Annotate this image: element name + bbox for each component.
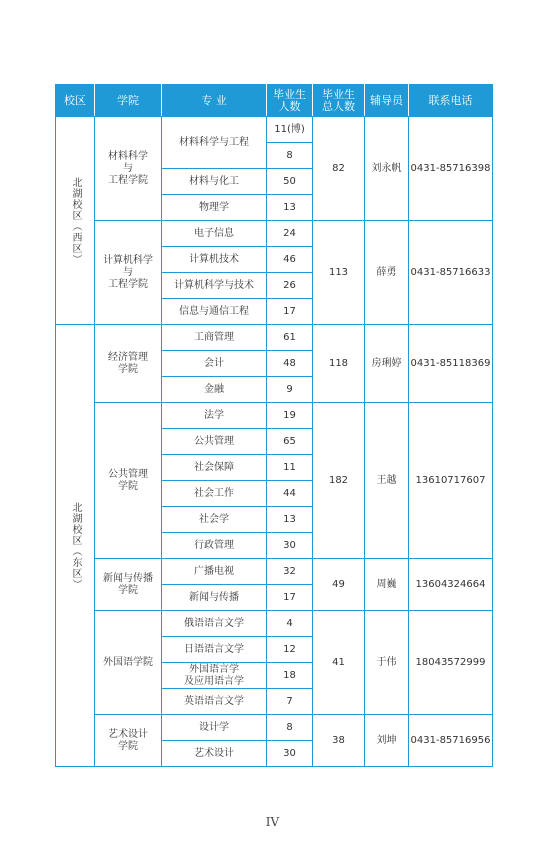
major-name: 外国语言学 及应用语言学 — [162, 663, 267, 689]
major-grads: 13 — [267, 195, 313, 221]
campus-east: 北湖校区（东区） — [56, 325, 95, 767]
major-grads: 13 — [267, 507, 313, 533]
major-grads: 11 — [267, 455, 313, 481]
major-grads: 7 — [267, 689, 313, 715]
graduates-table — [55, 84, 493, 767]
college-name: 新闻与传播 学院 — [95, 559, 162, 611]
major-name: 广播电视 — [162, 559, 267, 585]
major-name: 俄语语言文学 — [162, 611, 267, 637]
major-name: 社会学 — [162, 507, 267, 533]
college-total: 113 — [313, 221, 365, 325]
college-phone: 0431-85716398 — [409, 117, 493, 221]
college-phone: 13610717607 — [409, 403, 493, 559]
major-grads: 18 — [267, 663, 313, 689]
table-row — [56, 611, 493, 637]
major-grads: 30 — [267, 741, 313, 767]
college-total: 182 — [313, 403, 365, 559]
major-grads: 8 — [267, 715, 313, 741]
college-advisor: 王越 — [365, 403, 409, 559]
major-grads: 9 — [267, 377, 313, 403]
major-grads: 12 — [267, 637, 313, 663]
major-name: 会计 — [162, 351, 267, 377]
table-row — [56, 715, 493, 741]
major-name: 公共管理 — [162, 429, 267, 455]
header-phone: 联系电话 — [409, 85, 493, 117]
major-grads: 65 — [267, 429, 313, 455]
major-grads: 30 — [267, 533, 313, 559]
college-advisor: 刘永帆 — [365, 117, 409, 221]
major-name: 工商管理 — [162, 325, 267, 351]
major-name: 信息与通信工程 — [162, 299, 267, 325]
major-name: 电子信息 — [162, 221, 267, 247]
college-total: 38 — [313, 715, 365, 767]
page-number: IV — [265, 815, 280, 829]
college-name: 外国语学院 — [95, 611, 162, 715]
major-grads: 50 — [267, 169, 313, 195]
major-name: 新闻与传播 — [162, 585, 267, 611]
major-name: 金融 — [162, 377, 267, 403]
major-grads: 11(博) — [267, 117, 313, 143]
major-grads: 19 — [267, 403, 313, 429]
major-grads: 8 — [267, 143, 313, 169]
college-total: 49 — [313, 559, 365, 611]
table-row — [56, 325, 493, 351]
major-name: 法学 — [162, 403, 267, 429]
major-name: 材料与化工 — [162, 169, 267, 195]
college-total: 118 — [313, 325, 365, 403]
major-grads: 46 — [267, 247, 313, 273]
table-row — [56, 221, 493, 247]
major-grads: 26 — [267, 273, 313, 299]
major-grads: 4 — [267, 611, 313, 637]
table-row — [56, 559, 493, 585]
major-grads: 61 — [267, 325, 313, 351]
header-grads: 毕业生 人数 — [267, 85, 313, 117]
major-grads: 48 — [267, 351, 313, 377]
major-name: 英语语言文学 — [162, 689, 267, 715]
college-total: 41 — [313, 611, 365, 715]
college-phone: 0431-85118369 — [409, 325, 493, 403]
major-name: 社会保障 — [162, 455, 267, 481]
college-advisor: 房琍婷 — [365, 325, 409, 403]
college-phone: 0431-85716633 — [409, 221, 493, 325]
college-advisor: 于伟 — [365, 611, 409, 715]
header-college: 学院 — [95, 85, 162, 117]
major-name: 计算机技术 — [162, 247, 267, 273]
major-name: 艺术设计 — [162, 741, 267, 767]
major-name: 物理学 — [162, 195, 267, 221]
header-major: 专 业 — [162, 85, 267, 117]
header-total: 毕业生 总人数 — [313, 85, 365, 117]
college-phone: 18043572999 — [409, 611, 493, 715]
college-advisor: 周巍 — [365, 559, 409, 611]
college-name: 公共管理 学院 — [95, 403, 162, 559]
college-name: 材料科学 与 工程学院 — [95, 117, 162, 221]
major-name: 社会工作 — [162, 481, 267, 507]
college-advisor: 刘坤 — [365, 715, 409, 767]
header-advisor: 辅导员 — [365, 85, 409, 117]
college-phone: 0431-85716956 — [409, 715, 493, 767]
college-name: 经济管理 学院 — [95, 325, 162, 403]
major-name: 日语语言文学 — [162, 637, 267, 663]
table-row — [56, 403, 493, 429]
major-grads: 44 — [267, 481, 313, 507]
major-grads: 17 — [267, 299, 313, 325]
table-row — [56, 117, 493, 143]
college-name: 艺术设计 学院 — [95, 715, 162, 767]
header-campus: 校区 — [56, 85, 95, 117]
major-grads: 17 — [267, 585, 313, 611]
college-phone: 13604324664 — [409, 559, 493, 611]
major-name: 行政管理 — [162, 533, 267, 559]
major-name: 设计学 — [162, 715, 267, 741]
major-name: 材料科学与工程 — [162, 117, 267, 169]
major-name: 计算机科学与技术 — [162, 273, 267, 299]
major-grads: 32 — [267, 559, 313, 585]
campus-west: 北湖校区（西区） — [56, 117, 95, 325]
major-grads: 24 — [267, 221, 313, 247]
college-advisor: 薛勇 — [365, 221, 409, 325]
college-name: 计算机科学 与 工程学院 — [95, 221, 162, 325]
college-total: 82 — [313, 117, 365, 221]
table-header-row — [56, 85, 493, 117]
